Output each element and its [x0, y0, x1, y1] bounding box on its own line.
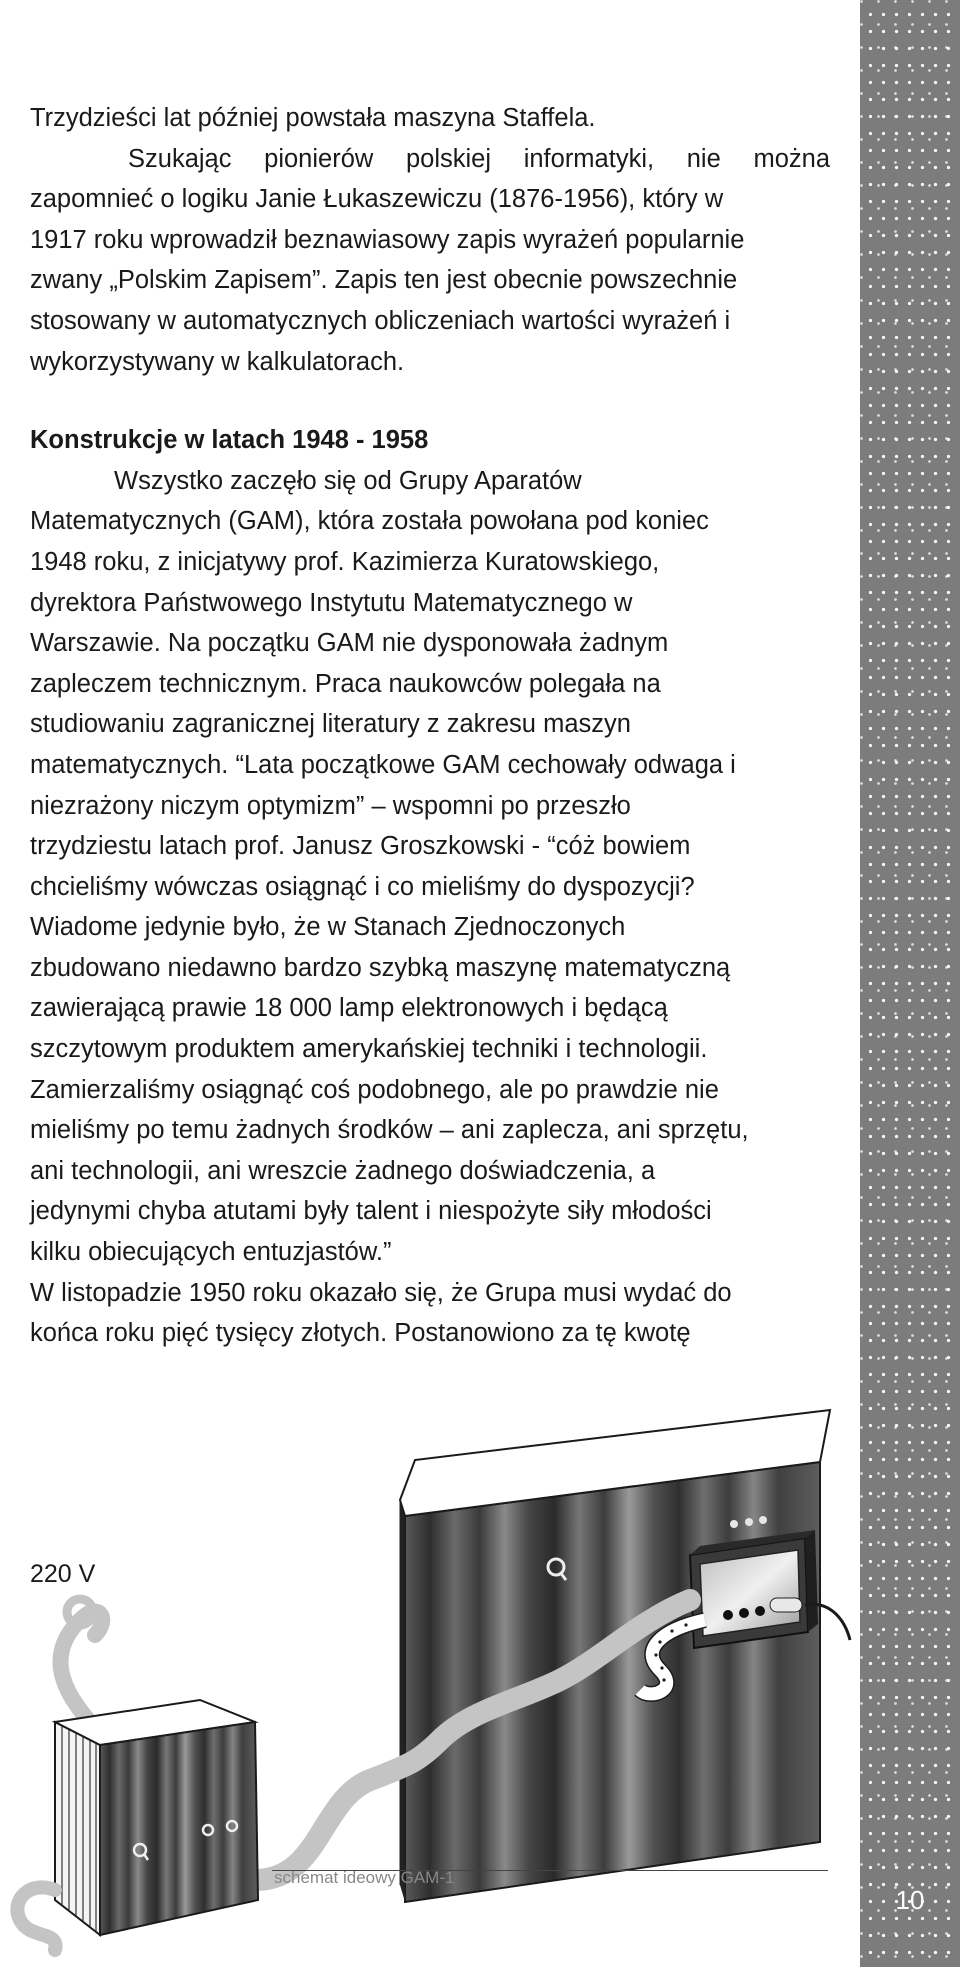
- section-line: studiowaniu zagranicznej literatury z zakresu maszyn: [30, 710, 631, 739]
- section-line: chcieliśmy wówczas osiągnąć i co mieliśmy do dyspozycji?: [30, 872, 695, 901]
- body-line: zwany „Polskim Zapisem”. Zapis ten jest obecnie powszechnie: [30, 266, 738, 295]
- section-line: W listopadzie 1950 roku okazało się, że Grupa musi wydać do: [30, 1278, 732, 1307]
- section-line: zawierającą prawie 18 000 lamp elektronowych i będącą: [30, 994, 668, 1023]
- main-text: [30, 98, 830, 1354]
- section-line: kilku obiecujących entuzjastów.”: [30, 1238, 392, 1267]
- voltage-label: 220 V: [30, 1560, 96, 1588]
- body-line: wykorzystywany w kalkulatorach.: [30, 347, 405, 376]
- section-line: Matematycznych (GAM), która została powołana pod koniec: [30, 507, 709, 536]
- section-line: zbudowano niedawno bardzo szybką maszynę matematyczną: [30, 953, 731, 982]
- body-line: zapomnieć o logiku Janie Łukaszewiczu (1876-1956), który w: [30, 185, 724, 214]
- section-line: matematycznych. “Lata początkowe GAM cechowały odwaga i: [30, 750, 736, 779]
- body-line: Trzydzieści lat później powstała maszyna Staffela.: [30, 104, 596, 132]
- section-line: Wszystko zaczęło się od Grupy Aparatów: [114, 466, 582, 495]
- section-heading: Konstrukcje w latach 1948 - 1958: [30, 426, 429, 455]
- body-line: 1917 roku wprowadził beznawiasowy zapis wyrażeń popularnie: [30, 225, 745, 254]
- section-line: trzydziestu latach prof. Janusz Groszkowski - “cóż bowiem: [30, 832, 691, 861]
- section-line: szczytowym produktem amerykańskiej techniki i technologii.: [30, 1035, 708, 1064]
- section-line: ani technologii, ani wreszcie żadnego doświadczenia, a: [30, 1156, 656, 1185]
- section-line: zapleczem technicznym. Praca naukowców polegała na: [30, 669, 661, 698]
- section-line: mieliśmy po temu żadnych środków – ani zaplecza, ani sprzętu,: [30, 1116, 749, 1145]
- section-line: Warszawie. Na początku GAM nie dysponowała żadnym: [30, 629, 669, 658]
- section-line: Zamierzaliśmy osiągnąć coś podobnego, ale po prawdzie nie: [30, 1075, 719, 1104]
- body-line: Szukając pionierów polskiej informatyki, nie można: [128, 144, 830, 173]
- section-line: 1948 roku, z inicjatywy prof. Kazimierza Kuratowskiego,: [30, 547, 660, 576]
- decorative-side-strip: [860, 0, 960, 1967]
- figure-caption: schemat ideowy GAM-1: [274, 1868, 455, 1887]
- section-line: Wiadome jedynie było, że w Stanach Zjednoczonych: [30, 913, 626, 942]
- section-line: końca roku pięć tysięcy złotych. Postanowiono za tę kwotę: [30, 1319, 691, 1348]
- page-number: 10: [895, 1885, 925, 1915]
- section-line: jedynymi chyba atutami były talent i niespożyte siły młodości: [30, 1197, 712, 1226]
- section-line: niezrażony niczym optymizm” – wspomni po przeszło: [30, 791, 631, 820]
- body-line: stosowany w automatycznych obliczeniach wartości wyrażeń i: [30, 306, 731, 335]
- section-line: dyrektora Państwowego Instytutu Matematycznego w: [30, 588, 633, 617]
